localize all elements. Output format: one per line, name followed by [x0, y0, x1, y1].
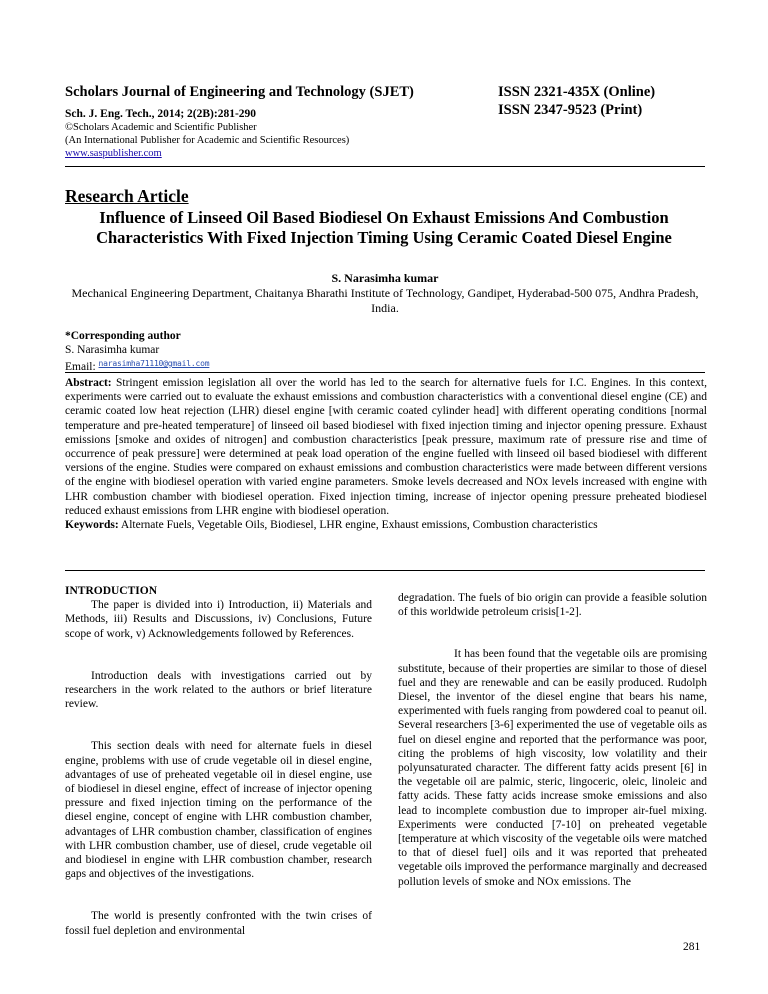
abstract-paragraph [65, 376, 707, 518]
body-paragraph: It has been found that the vegetable oils are promising substitute, because of their properties are similar to those of diesel fuel and they are renewable and can be easily produced. Rudolph Diesel, the inventor of the diesel engine that bears his name, experimented with fuels ranging from powdered coal to peanut oil. Several researchers [3-6] experimented the use of vegetable oils as fuel on diesel engine and reported that the performance was poor, citing the problems of high viscosity, low volatility and their polyunsaturated character. The different fatty acids present [6] in the vegetable oil are palmic, steric, lingoceric, oleic, linoleic and fatty acids. These fatty acids increase smoke emissions and also lead to incomplete combustion due to improper air-fuel mixing. Experiments were conducted [7-10] on preheated vegetable [temperature at which viscosity of the vegetable oils were matched to that of diesel fuel] oils and it was reported that preheated vegetable oils improved the performance marginally and decreased pollution levels of smoke and NOx emissions. The [398, 648, 707, 888]
article-type: Research Article [65, 186, 189, 206]
abstract-label: Abstract: [65, 377, 112, 389]
email-link[interactable]: narasimha71110@gmail.com [98, 359, 210, 368]
body-paragraph: Introduction deals with investigations carried out by researchers in the work related to the authors or brief literature review. [65, 669, 372, 711]
keywords-paragraph [65, 518, 707, 532]
abstract-block [65, 376, 707, 532]
email-label: Email: [65, 361, 96, 373]
abstract-text: Stringent emission legislation all over the world has led to the search for alternative fuels for I.C. Engines. In this context, experiments were carried out to evaluate the exhaust emissions and combustion characteristics with a conventional diesel engine (CE) and ceramic coated low heat rejection (LHR) diesel engine [with ceramic coated cylinder head] with different operating conditions [normal temperature and pre-heated temperature] of linseed oil based biodiesel with fixed injection timing and injector opening pressure. Exhaust emissions [smoke and oxides of nitrogen] and combustion characteristics [peak pressure, maximum rate of pressure rise and time of occurrence of peak pressure] were determined at peak load operation of the engine fuelled with linseed oil based biodiesel with different versions of the engine. Studies were compared on exhaust emissions and combustion characteristics were made between different versions of the engine with biodiesel operation with varied engine parameters. Smoke levels decreased and NOx levels increased with engine with LHR combustion chamber with biodiesel operation. Fixed injection timing, increase of injector opening pressure preheated biodiesel reduced exhaust emissions from LHR engine with biodiesel operation. [65, 377, 707, 517]
abstract-bottom-divider [65, 570, 705, 571]
body-paragraph: degradation. The fuels of bio origin can provide a feasible solution of this worldwide petroleum crisis[1-2]. [398, 592, 707, 619]
issn-print: ISSN 2347-9523 (Print) [498, 101, 643, 118]
abstract-top-divider [65, 372, 705, 373]
body-paragraph: This section deals with need for alternate fuels in diesel engine, problems with use of crude vegetable oil in diesel engine, advantages of use of preheated vegetable oil in diesel engine, use of biodiesel in diesel engine, effect of increase of injector opening pressure and fixed injection timing on the performance of the diesel engine, concept of engine with LHR combustion chamber, advantages of LHR combustion chamber, classification of engines with LHR combustion chamber, use of diesel, crude vegetable oil and biodiesel in engine with LHR combustion chamber, research gaps and objectives of the investigations. [65, 740, 372, 881]
body-paragraph: The world is presently confronted with the twin crises of fossil fuel depletion and environmental [65, 910, 372, 937]
body-paragraph: The paper is divided into i) Introduction, ii) Materials and Methods, iii) Results and Discussions, iv) Conclusions, Future scope of work, v) Acknowledgements followed by References. [65, 599, 372, 640]
corresponding-author-label: *Corresponding author [65, 330, 181, 342]
corresponding-author-block [65, 329, 209, 374]
journal-title: Scholars Journal of Engineering and Technology (SJET) [65, 84, 414, 100]
body-column-left [65, 584, 372, 938]
issn-block [498, 84, 718, 119]
journal-citation: Sch. J. Eng. Tech., 2014; 2(2B):281-290 [65, 108, 257, 120]
publisher-description: (An International Publisher for Academic and Scientific Resources) [65, 135, 350, 146]
author-affiliation: Mechanical Engineering Department, Chaitanya Bharathi Institute of Technology, Gandipet, Hyderabad-500 075, Andhra Pradesh, India. [71, 286, 699, 315]
author-name: S. Narasimha kumar [331, 271, 439, 285]
journal-header [65, 84, 465, 160]
issn-online: ISSN 2321-435X (Online) [498, 84, 656, 100]
corresponding-author-name: S. Narasimha kumar [65, 344, 160, 356]
section-heading-introduction: INTRODUCTION [65, 585, 158, 597]
body-column-right [398, 591, 707, 889]
publisher-website-link[interactable]: www.saspublisher.com [65, 148, 162, 159]
keywords-text: Alternate Fuels, Vegetable Oils, Biodiesel, LHR engine, Exhaust emissions, Combustion characteristics [120, 519, 598, 532]
article-title: Influence of Linseed Oil Based Biodiesel On Exhaust Emissions And Combustion Characteristics With Fixed Injection Timing Using Ceramic Coated Diesel Engine [96, 208, 672, 247]
publisher-line: ©Scholars Academic and Scientific Publisher [65, 122, 257, 133]
header-divider [65, 166, 705, 167]
keywords-label: Keywords: [65, 519, 119, 532]
page-number: 281 [683, 941, 701, 953]
